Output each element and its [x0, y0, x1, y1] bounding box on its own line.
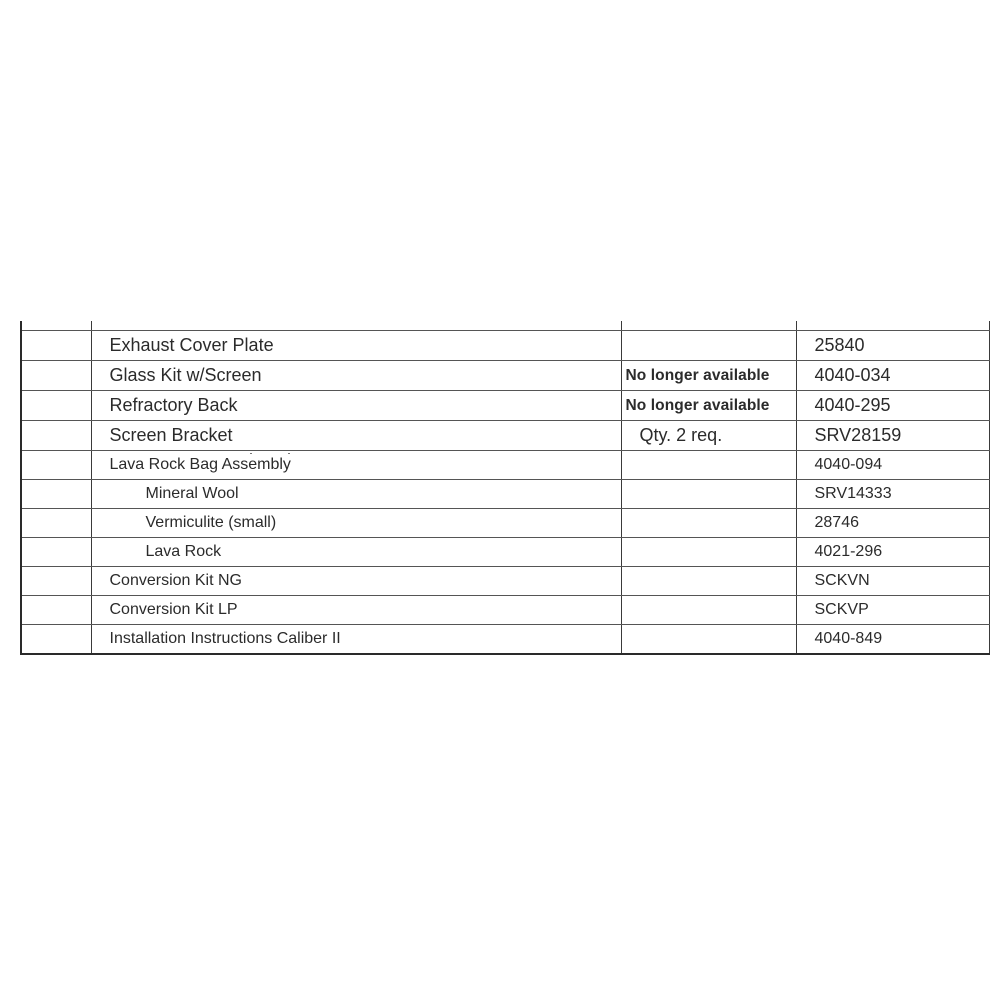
- description-cell: Conversion Kit NG: [91, 567, 621, 596]
- ref-cell: [21, 567, 91, 596]
- part-number-cell: SRV28159: [796, 421, 989, 451]
- note-cell: [621, 331, 796, 361]
- description-cell: Vermiculite (small): [91, 509, 621, 538]
- ref-cell: [21, 625, 91, 655]
- part-number-cell: [796, 321, 989, 331]
- parts-table: [20, 321, 990, 655]
- table-row: [21, 451, 989, 480]
- part-number-cell: 4040-094: [796, 451, 989, 480]
- description-cell: Exhaust Cover Plate: [91, 331, 621, 361]
- description-cell: Refractory Back: [91, 391, 621, 421]
- note-cell: [621, 625, 796, 655]
- ref-cell: [21, 451, 91, 480]
- description-cell: [91, 321, 621, 331]
- scan-speck: [250, 453, 252, 454]
- table-row: [21, 509, 989, 538]
- part-number-cell: 4040-034: [796, 361, 989, 391]
- part-number-cell: 4040-849: [796, 625, 989, 655]
- ref-cell: [21, 509, 91, 538]
- ref-cell: [21, 538, 91, 567]
- ref-cell: [21, 391, 91, 421]
- note-cell: [621, 596, 796, 625]
- note-cell: No longer available: [621, 391, 796, 421]
- scan-speck: [288, 453, 290, 454]
- table-row: [21, 421, 989, 451]
- note-cell: [621, 538, 796, 567]
- table-row: [21, 567, 989, 596]
- ref-cell: [21, 331, 91, 361]
- table-row: [21, 361, 989, 391]
- ref-cell: [21, 361, 91, 391]
- ref-cell: [21, 321, 91, 331]
- table-row: [21, 596, 989, 625]
- part-number-cell: SRV14333: [796, 480, 989, 509]
- part-number-cell: SCKVN: [796, 567, 989, 596]
- ref-cell: [21, 480, 91, 509]
- parts-table-body: [21, 321, 989, 654]
- note-cell: [621, 480, 796, 509]
- table-row: [21, 480, 989, 509]
- description-cell: Lava Rock Bag Assembly: [91, 451, 621, 480]
- part-number-cell: SCKVP: [796, 596, 989, 625]
- description-cell: Glass Kit w/Screen: [91, 361, 621, 391]
- part-number-cell: 25840: [796, 331, 989, 361]
- part-number-cell: 4021-296: [796, 538, 989, 567]
- table-row: [21, 391, 989, 421]
- description-cell: Screen Bracket: [91, 421, 621, 451]
- description-cell: Conversion Kit LP: [91, 596, 621, 625]
- note-cell: Qty. 2 req.: [621, 421, 796, 451]
- note-cell: [621, 451, 796, 480]
- description-cell: Lava Rock: [91, 538, 621, 567]
- ref-cell: [21, 421, 91, 451]
- table-row: [21, 538, 989, 567]
- note-cell: [621, 567, 796, 596]
- note-cell: [621, 321, 796, 331]
- part-number-cell: 28746: [796, 509, 989, 538]
- table-row: [21, 331, 989, 361]
- note-cell: [621, 509, 796, 538]
- table-row: [21, 625, 989, 655]
- ref-cell: [21, 596, 91, 625]
- description-cell: Mineral Wool: [91, 480, 621, 509]
- part-number-cell: 4040-295: [796, 391, 989, 421]
- note-cell: No longer available: [621, 361, 796, 391]
- table-top-stub-row: [21, 321, 989, 331]
- description-cell: Installation Instructions Caliber II: [91, 625, 621, 655]
